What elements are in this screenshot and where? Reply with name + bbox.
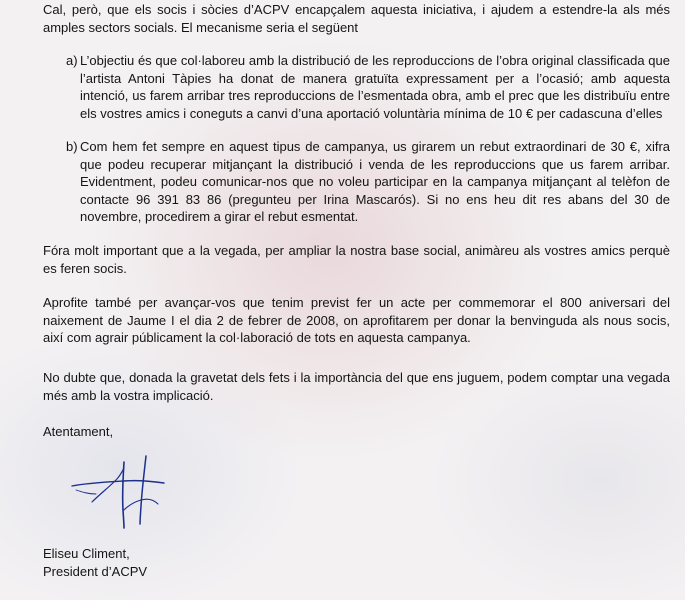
list-marker-b: b) [66,139,78,154]
salutation: Atentament, [43,424,114,439]
signer-name: Eliseu Climent, [43,546,130,561]
event-paragraph: Aprofite també per avançar-vos que tenim previst fer un acte per commemorar el 800 aniversari del naixement de Jaume I el dia 2 de febrer de 2008, on aprofitarem per donar la benvinguda als nous socis, així com agrair públicament la col·laboració de tots en aquesta campanya. [43,295,670,345]
closing-paragraph: No dubte que, donada la gravetat dels fets i la importància del que ens juguem, podem comptar una vegada més amb la vostra implicació. [43,370,670,403]
signer-title: President d’ACPV [43,563,148,579]
list-item-b [43,138,670,226]
signature-icon [62,450,182,540]
list-item-a [43,52,670,122]
list-text-a: L’objectiu és que col·laboreu amb la distribució de les reproduccions de l’obra original classificada que l’artista Antoni Tàpies ha donat de manera gratuïta expressament per a l’ocasió; amb aquesta intenció, us farem arribar tres reproduccions de l’esmentada obra, amb el prec que les distribuïu entre els vostres amics i coneguts a canvi d’una aportació voluntària mínima de 10 € per cadascuna d’elles [80,53,670,121]
list-text-b: Com hem fet sempre en aquest tipus de campanya, us girarem un rebut extraordinari de 30 €, xifra que podeu recuperar mitjançant la distribució i venda de les reproduccions que us farem arribar. Evidentment, podeu comunicar-nos que no voleu participar en la campanya mitjançant al telèfon de contacte 96 391 83 86 (pregunteu per Irina Mascarós). Si no ens heu dit res abans del 30 de novembre, procedirem a girar el rebut esmentat. [80,139,670,224]
social-paragraph: Fóra molt important que a la vegada, per ampliar la nostra base social, animàreu als vostres amics perquè es feren socis. [43,243,670,276]
list-marker-a: a) [66,53,78,68]
signer-block [43,545,147,580]
intro-paragraph: Cal, però, que els socis i sòcies d’ACPV encapçalem aquesta iniciativa, i ajudem a estendre-la als més amples sectors socials. El mecanisme seria el següent [43,2,670,35]
